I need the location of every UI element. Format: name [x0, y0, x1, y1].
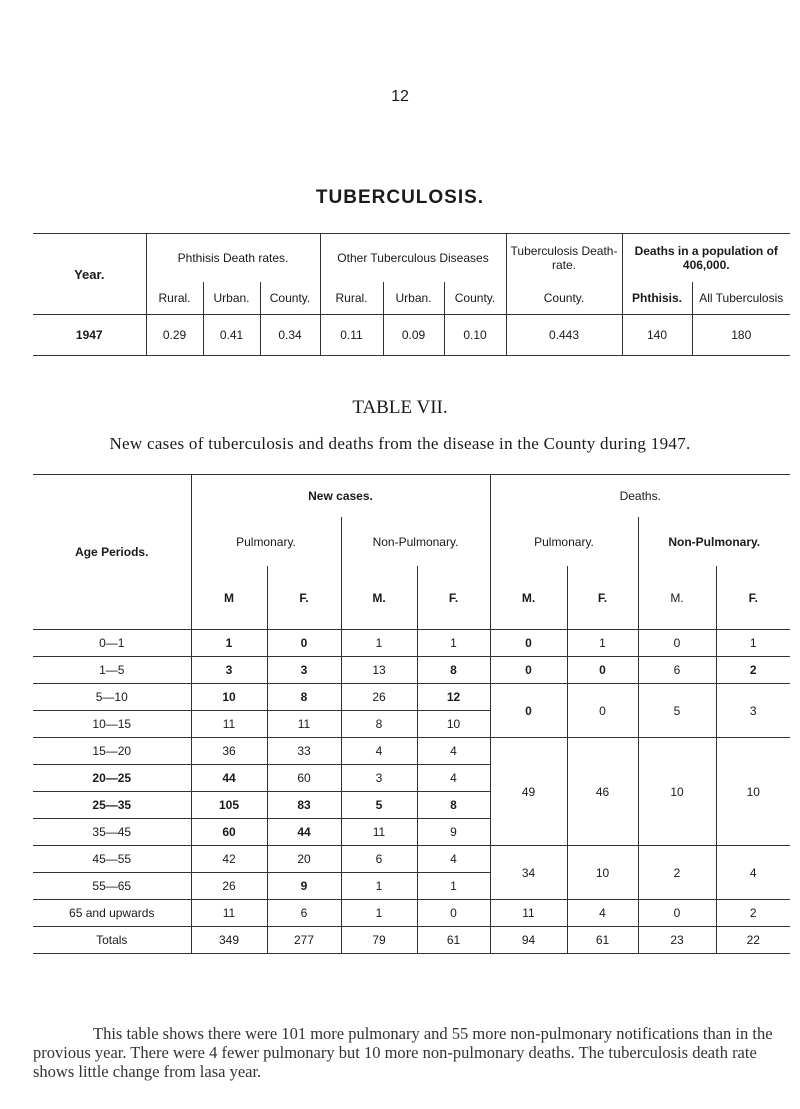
table-cell: 2 [638, 846, 716, 900]
table-cell: 0 [417, 900, 490, 927]
table-cell: 4 [716, 846, 790, 900]
table-cell: 83 [267, 792, 341, 819]
deaths-population-header: Deaths in a population of 406,000. [622, 234, 790, 283]
table-cell: 8 [267, 684, 341, 711]
table-cell: 5 [341, 792, 417, 819]
table-cell: 9 [267, 873, 341, 900]
sex-header: F. [567, 566, 638, 630]
table-cell: 36 [191, 738, 267, 765]
other-tb-header: Other Tuberculous Diseases [320, 234, 506, 283]
page-title: TUBERCULOSIS. [315, 187, 485, 208]
table-cell: 4 [341, 738, 417, 765]
sex-header: F. [716, 566, 790, 630]
age-period: 35—45 [33, 819, 191, 846]
table-cell: 0 [567, 684, 638, 738]
table-cell: 13 [341, 657, 417, 684]
table-cell: 44 [191, 765, 267, 792]
table-caption: New cases of tuberculosis and deaths from the disease in the County during 1947. [109, 434, 691, 453]
table-cell: 0.11 [320, 315, 383, 356]
table-cell: 0.10 [444, 315, 506, 356]
total-cell: 277 [267, 927, 341, 954]
sub-header: Phthisis. [622, 282, 692, 315]
table-cell: 60 [191, 819, 267, 846]
table-cell: 0 [567, 657, 638, 684]
sub-header: County. [444, 282, 506, 315]
sex-header: F. [267, 566, 341, 630]
age-period: 10—15 [33, 711, 191, 738]
table-cell: 1947 [75, 328, 103, 342]
sub-header: All Tuberculosis [692, 282, 790, 315]
table-cell: 6 [341, 846, 417, 873]
table-cell: 5 [638, 684, 716, 738]
table-cell: 60 [267, 765, 341, 792]
sub-header: Urban. [383, 282, 444, 315]
table-cell: 10 [716, 738, 790, 846]
table-cell: 4 [567, 900, 638, 927]
page-number: 12 [391, 88, 409, 105]
table-cell: 4 [417, 738, 490, 765]
table-cell: 44 [267, 819, 341, 846]
table-cell: 0 [638, 630, 716, 657]
table-cell: 11 [490, 900, 567, 927]
table-cell: 0.41 [203, 315, 260, 356]
totals-label: Totals [96, 933, 128, 947]
new-cases-header: New cases. [191, 475, 490, 518]
total-cell: 349 [191, 927, 267, 954]
death-rates-table [33, 233, 790, 356]
table-cell: 0.09 [383, 315, 444, 356]
table-cell: 0.29 [146, 315, 203, 356]
sex-header: M. [638, 566, 716, 630]
pulmonary-header: Pulmonary. [191, 517, 341, 566]
age-period: 45—55 [33, 846, 191, 873]
deaths-non-pulmonary-header: Non-Pulmonary. [638, 517, 790, 566]
table-cell: 46 [567, 738, 638, 846]
table-cell: 10 [567, 846, 638, 900]
age-period: 20—25 [33, 765, 191, 792]
age-period: 0—1 [33, 630, 191, 657]
table-cell: 1 [341, 900, 417, 927]
sub-header: County. [506, 282, 622, 315]
table-cell: 0.34 [260, 315, 320, 356]
table-cell: 33 [267, 738, 341, 765]
table-cell: 3 [191, 657, 267, 684]
table-cell: 0 [267, 630, 341, 657]
table-cell: 9 [417, 819, 490, 846]
table-cell: 1 [716, 630, 790, 657]
age-period: 1—5 [33, 657, 191, 684]
age-period: 25—35 [33, 792, 191, 819]
table-cell: 8 [417, 792, 490, 819]
table-cell: 11 [191, 711, 267, 738]
deaths-header: Deaths. [490, 475, 790, 518]
total-cell: 61 [417, 927, 490, 954]
table-cell: 0 [638, 900, 716, 927]
total-cell: 22 [716, 927, 790, 954]
sex-header: M. [490, 566, 567, 630]
new-cases-deaths-table [33, 474, 790, 954]
table-cell: 34 [490, 846, 567, 900]
total-cell: 94 [490, 927, 567, 954]
table-cell: 11 [191, 900, 267, 927]
table-cell: 3 [267, 657, 341, 684]
table-cell: 12 [417, 684, 490, 711]
sex-header: M. [341, 566, 417, 630]
age-period: 15—20 [33, 738, 191, 765]
table-cell: 0 [490, 684, 567, 738]
table-cell: 1 [417, 630, 490, 657]
table-cell: 1 [417, 873, 490, 900]
age-period: 55—65 [33, 873, 191, 900]
sub-header: Rural. [146, 282, 203, 315]
table-cell: 2 [716, 657, 790, 684]
table-cell: 6 [638, 657, 716, 684]
table-cell: 42 [191, 846, 267, 873]
age-period: 5—10 [33, 684, 191, 711]
table-cell: 1 [191, 630, 267, 657]
table-cell: 0 [490, 657, 567, 684]
sub-header: County. [260, 282, 320, 315]
total-cell: 61 [567, 927, 638, 954]
sex-header: F. [417, 566, 490, 630]
sub-header: Urban. [203, 282, 260, 315]
table-cell: 180 [692, 315, 790, 356]
table-cell: 10 [638, 738, 716, 846]
sex-header: M [191, 566, 267, 630]
table-cell: 6 [267, 900, 341, 927]
table-cell: 10 [417, 711, 490, 738]
sub-header: Rural. [320, 282, 383, 315]
deaths-pulmonary-header: Pulmonary. [490, 517, 638, 566]
table-cell: 49 [490, 738, 567, 846]
phthisis-header: Phthisis Death rates. [146, 234, 320, 283]
tb-death-rate-header: Tuberculosis Death-rate. [506, 234, 622, 283]
table-cell: 1 [567, 630, 638, 657]
table-cell: 11 [341, 819, 417, 846]
table-cell: 140 [622, 315, 692, 356]
table-cell: 8 [417, 657, 490, 684]
total-cell: 23 [638, 927, 716, 954]
non-pulmonary-header: Non-Pulmonary. [341, 517, 490, 566]
table-cell: 20 [267, 846, 341, 873]
table-cell: 1 [341, 873, 417, 900]
table-cell: 8 [341, 711, 417, 738]
table-cell: 1 [341, 630, 417, 657]
year-header: Year. [33, 234, 146, 315]
table-cell: 26 [191, 873, 267, 900]
table-heading: TABLE VII. [352, 397, 448, 418]
table-cell: 10 [191, 684, 267, 711]
table-cell: 11 [267, 711, 341, 738]
age-period: 65 and upwards [33, 900, 191, 927]
table-cell: 4 [417, 765, 490, 792]
table-cell: 3 [341, 765, 417, 792]
table-cell: 26 [341, 684, 417, 711]
age-periods-header: Age Periods. [33, 475, 191, 630]
table-cell: 4 [417, 846, 490, 873]
table-cell: 0.443 [506, 315, 622, 356]
table-cell: 2 [716, 900, 790, 927]
table-cell: 3 [716, 684, 790, 738]
summary-paragraph: This table shows there were 101 more pulmonary and 55 more non-pulmonary notifications than in the provious year. There were 4 fewer pulmonary but 10 more non-pulmonary deaths. The tuberculosis death rate shows little change from lasa year. [33, 1024, 773, 1081]
total-cell: 79 [341, 927, 417, 954]
table-cell: 105 [191, 792, 267, 819]
table-cell: 0 [490, 630, 567, 657]
